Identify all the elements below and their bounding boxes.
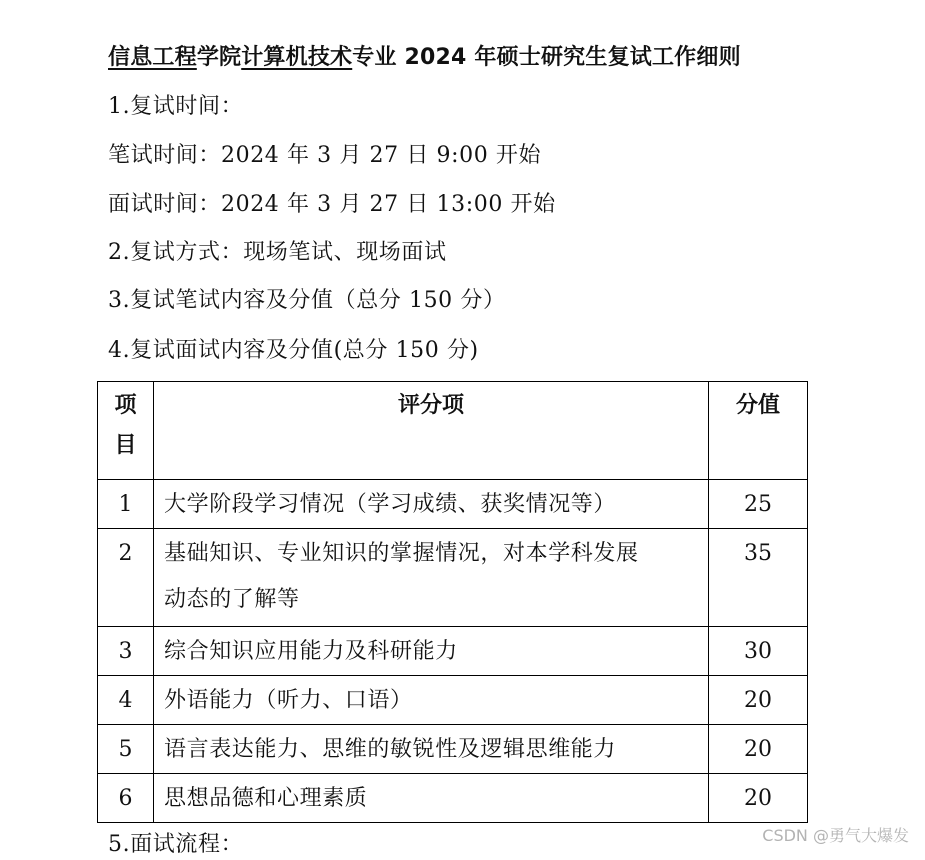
row-number: 2 xyxy=(98,529,154,627)
row-description: 综合知识应用能力及科研能力 xyxy=(154,627,709,676)
section-4-interview-content: 4.复试面试内容及分值(总分 150 分) xyxy=(108,338,479,363)
row-description: 大学阶段学习情况（学习成绩、获奖情况等） xyxy=(154,480,709,529)
title-major-underlined: 计算机技术 xyxy=(241,45,353,70)
row-score: 20 xyxy=(709,774,808,823)
table-row xyxy=(98,676,808,725)
section-1-heading: 1.复试时间： xyxy=(108,94,244,119)
table-header-row xyxy=(98,382,808,480)
row-description: 思想品德和心理素质 xyxy=(154,774,709,823)
table-row xyxy=(98,725,808,774)
section-3-written-content: 3.复试笔试内容及分值（总分 150 分） xyxy=(108,288,506,313)
header-item xyxy=(98,382,154,480)
table-row xyxy=(98,774,808,823)
row-number: 6 xyxy=(98,774,154,823)
row-description xyxy=(154,529,709,627)
written-exam-time: 笔试时间：2024 年 3 月 27 日 9:00 开始 xyxy=(108,143,542,168)
row-score: 20 xyxy=(709,725,808,774)
row-description-line1: 基础知识、专业知识的掌握情况，对本学科发展 xyxy=(164,541,639,566)
header-item-char2: 目 xyxy=(114,433,137,458)
row-score: 35 xyxy=(709,529,808,627)
row-description-line2: 动态的了解等 xyxy=(164,587,300,612)
section-5-interview-process: 5.面试流程： xyxy=(108,832,244,857)
table-row xyxy=(98,480,808,529)
title-college-underlined: 信息工程 xyxy=(108,45,197,70)
interview-time: 面试时间：2024 年 3 月 27 日 13:00 开始 xyxy=(108,192,556,217)
document-title xyxy=(108,40,741,76)
header-item-char1: 项 xyxy=(114,393,137,418)
row-number: 1 xyxy=(98,480,154,529)
table-row xyxy=(98,529,808,627)
header-score: 分值 xyxy=(709,382,808,480)
row-score: 25 xyxy=(709,480,808,529)
row-description: 外语能力（听力、口语） xyxy=(154,676,709,725)
row-score: 20 xyxy=(709,676,808,725)
row-number: 4 xyxy=(98,676,154,725)
row-description: 语言表达能力、思维的敏锐性及逻辑思维能力 xyxy=(154,725,709,774)
header-scoring-item: 评分项 xyxy=(154,382,709,480)
row-score: 30 xyxy=(709,627,808,676)
row-number: 3 xyxy=(98,627,154,676)
scoring-table xyxy=(97,381,808,823)
section-2-method: 2.复试方式：现场笔试、现场面试 xyxy=(108,240,447,265)
title-college-suffix: 学院 xyxy=(196,45,242,70)
row-number: 5 xyxy=(98,725,154,774)
csdn-watermark: CSDN @勇气大爆发 xyxy=(762,826,909,845)
table-row xyxy=(98,627,808,676)
title-rest: 专业 2024 年硕士研究生复试工作细则 xyxy=(352,45,741,70)
